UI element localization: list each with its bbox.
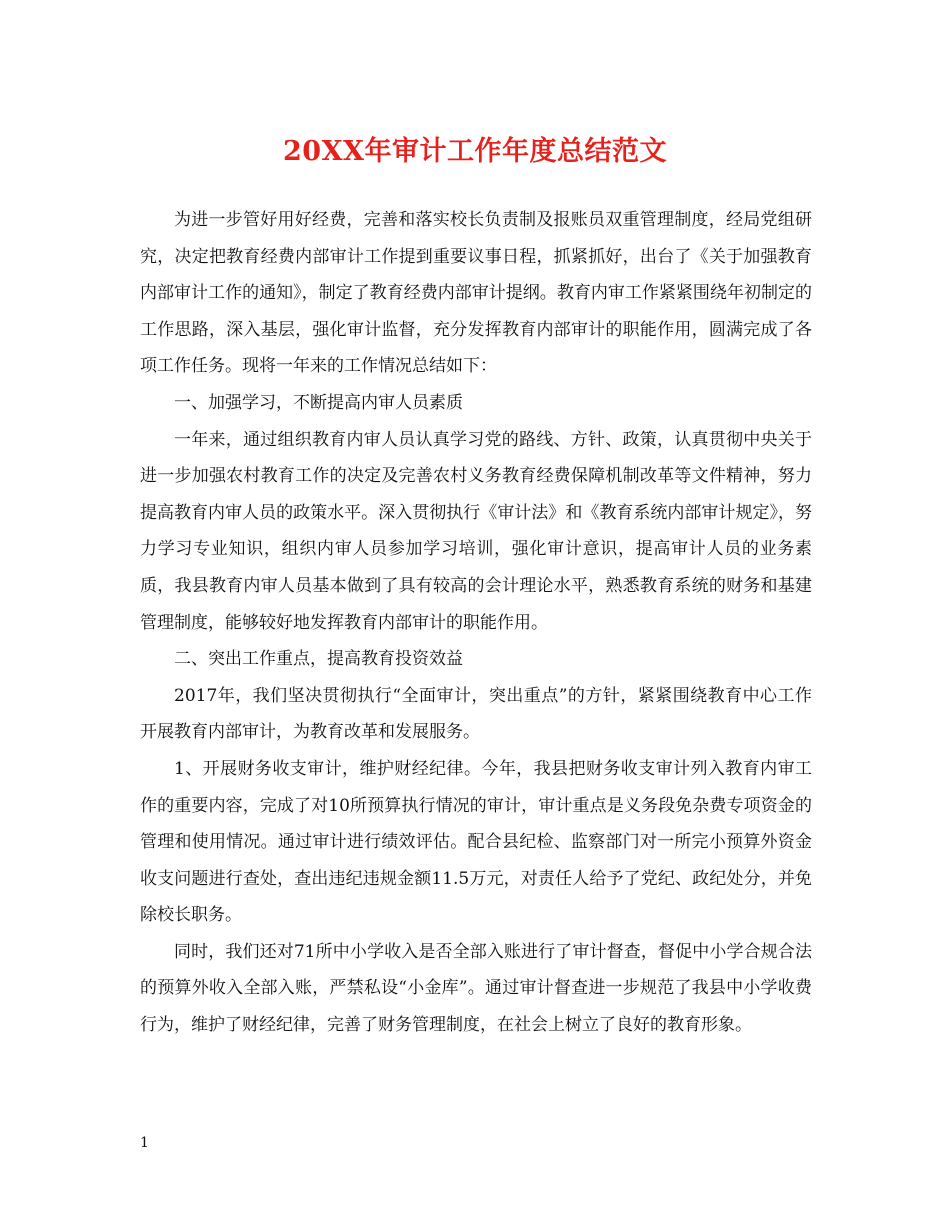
paragraph-intro: 为进一步管好用好经费，完善和落实校长负责制及报账员双重管理制度，经局党组研究，决定把教育经费内部审计工作提到重要议事日程，抓紧抓好，出台了《关于加强教育内部审计工作的通知》，制定了教育经费内部审计提纲。教育内审工作紧紧围绕年初制定的工作思路，深入基层，强化审计监督，充分发挥教育内部审计的职能作用，圆满完成了各项工作任务。现将一年来的工作情况总结如下： [140,210,812,377]
section-heading-1: 一、加强学习，不断提高内审人员素质 [174,392,463,413]
paragraph-audit-supervision: 同时，我们还对71所中小学收入是否全部入账进行了审计督查，督促中小学合规合法的预算外收入全部入账，严禁私设“小金库”。通过审计督查进一步规范了我县中小学收费行为，维护了财经纪律，完善了财务管理制度，在社会上树立了良好的教育形象。 [140,941,812,1036]
page-number: 1 [140,1135,149,1151]
section-heading-2: 二、突出工作重点，提高教育投资效益 [174,649,463,670]
paragraph-study: 一年来，通过组织教育内审人员认真学习党的路线、方针、政策，认真贯彻中央关于进一步加强农村教育工作的决定及完善农村义务教育经费保障机制改革等文件精神，努力提高教育内审人员的政策水平。深入贯彻执行《审计法》和《教育系统内部审计规定》，努力学习专业知识，组织内审人员参加学习培训，强化审计意识，提高审计人员的业务素质，我县教育内审人员基本做到了具有较高的会计理论水平，熟悉教育系统的财务和基建管理制度，能够较好地发挥教育内部审计的职能作用。 [140,429,812,633]
document-body [140,202,812,1044]
document-title: 20XX年审计工作年度总结范文 [283,136,667,167]
paragraph-audit-finance: 1、开展财务收支审计，维护财经纪律。今年，我县把财务收支审计列入教育内审工作的重要内容，完成了对10所预算执行情况的审计，审计重点是义务段免杂费专项资金的管理和使用情况。通过审计进行绩效评估。配合县纪检、监察部门对一所完小预算外资金收支问题进行查处，查出违纪违规金额11.5万元，对责任人给予了党纪、政纪处分，并免除校长职务。 [140,758,812,926]
paragraph-2017: 2017年，我们坚决贯彻执行“全面审计，突出重点”的方针，紧紧围绕教育中心工作开展教育内部审计，为教育改革和发展服务。 [140,685,812,743]
